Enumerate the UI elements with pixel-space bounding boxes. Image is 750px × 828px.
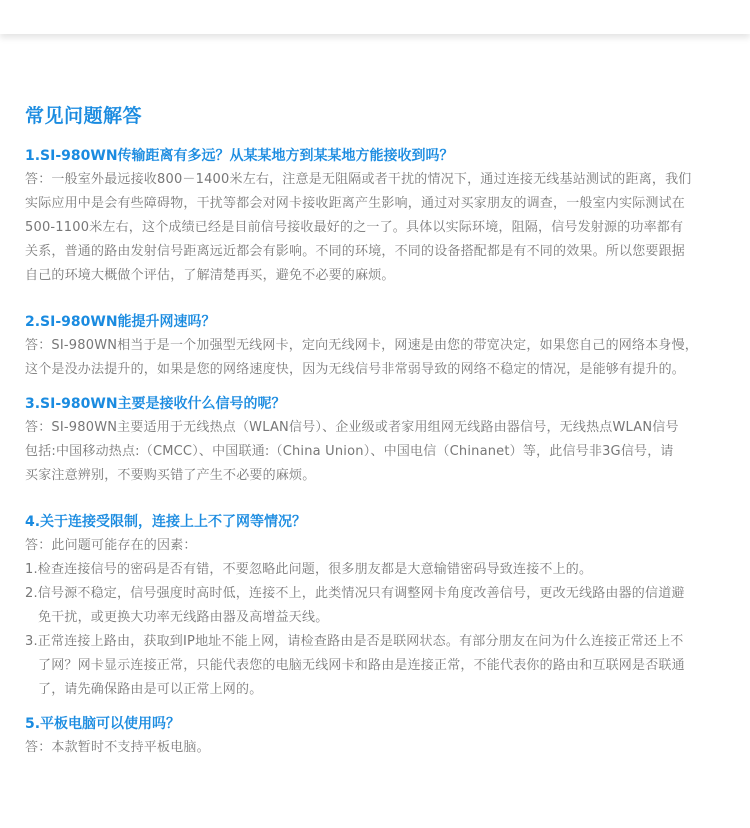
answer-line: 答：SI-980WN主要适用于无线热点（WLAN信号）、企业级或者家用组网无线路由器信号，无线热点WLAN信号 bbox=[25, 420, 679, 435]
faq-question-1: 1.SI-980WN传输距离有多远？从某某地方到某某地方能接收到吗？ bbox=[25, 148, 454, 164]
answer-line: 了，请先确保路由是可以正常上网的。 bbox=[38, 682, 263, 697]
faq-item-5 bbox=[25, 712, 740, 760]
answer-line: 实际应用中是会有些障碍物，干扰等都会对网卡接收距离产生影响，通过对买家朋友的调查，一般室内实际测试在 bbox=[25, 196, 686, 211]
answer-line: 关系，普通的路由发射信号距离远近都会有影响。不同的环境，不同的设备搭配都是有不同的效果。所以您要跟据 bbox=[25, 244, 686, 259]
faq-item-1 bbox=[25, 144, 740, 288]
faq-item-4 bbox=[25, 510, 740, 702]
answer-line: 3.正常连接上路由，获取到IP地址不能上网，请检查路由是否是联网状态。有部分朋友在问为什么连接正常还上不 bbox=[25, 634, 684, 649]
faq-answer-1 bbox=[25, 168, 740, 288]
answer-line: 了网？网卡显示连接正常，只能代表您的电脑无线网卡和路由是连接正常，不能代表你的路由和互联网是否联通 bbox=[38, 658, 685, 673]
answer-line: 包括:中国移动热点:（CMCC）、中国联通:（China Union）、中国电信（Chinanet）等，此信号非3G信号，请 bbox=[25, 444, 674, 459]
faq-question-4: 4.关于连接受限制，连接上上不了网等情况？ bbox=[25, 514, 307, 530]
faq-item-2 bbox=[25, 310, 740, 382]
answer-line: 答：一般室外最远接收800－1400米左右，注意是无阻隔或者干扰的情况下，通过连接无线基站测试的距离，我们 bbox=[25, 172, 692, 187]
answer-line: 买家注意辨别，不要购买错了产生不必要的麻烦。 bbox=[25, 468, 316, 483]
faq-answer-4 bbox=[25, 534, 740, 702]
faq-question-5: 5.平板电脑可以使用吗？ bbox=[25, 716, 181, 732]
answer-line: 500-1100米左右，这个成绩已经是目前信号接收最好的之一了。具体以实际环境，阻隔，信号发射源的功率都有 bbox=[25, 220, 684, 235]
faq-answer-3 bbox=[25, 416, 740, 488]
answer-line: 答：SI-980WN相当于是一个加强型无线网卡，定向无线网卡，网速是由您的带宽决定，如果您自己的网络本身慢， bbox=[25, 338, 698, 353]
answer-line: 自己的环境大概做个评估，了解清楚再买，避免不必要的麻烦。 bbox=[25, 268, 395, 283]
page-title: 常见问题解答 bbox=[25, 105, 143, 127]
faq-question-3: 3.SI-980WN主要是接收什么信号的呢？ bbox=[25, 396, 286, 412]
answer-line: 答：此问题可能存在的因素： bbox=[25, 538, 197, 553]
header-band bbox=[0, 0, 750, 34]
faq-answer-2 bbox=[25, 334, 740, 382]
answer-line: 2.信号源不稳定，信号强度时高时低，连接不上，此类情况只有调整网卡角度改善信号，更改无线路由器的信道避 bbox=[25, 586, 685, 601]
answer-line: 这个是没办法提升的，如果是您的网络速度快，因为无线信号非常弱导致的网络不稳定的情况，是能够有提升的。 bbox=[25, 362, 686, 377]
faq-section bbox=[25, 102, 740, 760]
faq-answer-5 bbox=[25, 736, 740, 760]
answer-line: 答：本款暂时不支持平板电脑。 bbox=[25, 740, 210, 755]
faq-question-2: 2.SI-980WN能提升网速吗？ bbox=[25, 314, 216, 330]
answer-line: 1.检查连接信号的密码是否有错，不要忽略此问题，很多朋友都是大意输错密码导致连接不上的。 bbox=[25, 562, 593, 577]
faq-item-3 bbox=[25, 392, 740, 488]
answer-line: 免干扰，或更换大功率无线路由器及高增益天线。 bbox=[38, 610, 329, 625]
